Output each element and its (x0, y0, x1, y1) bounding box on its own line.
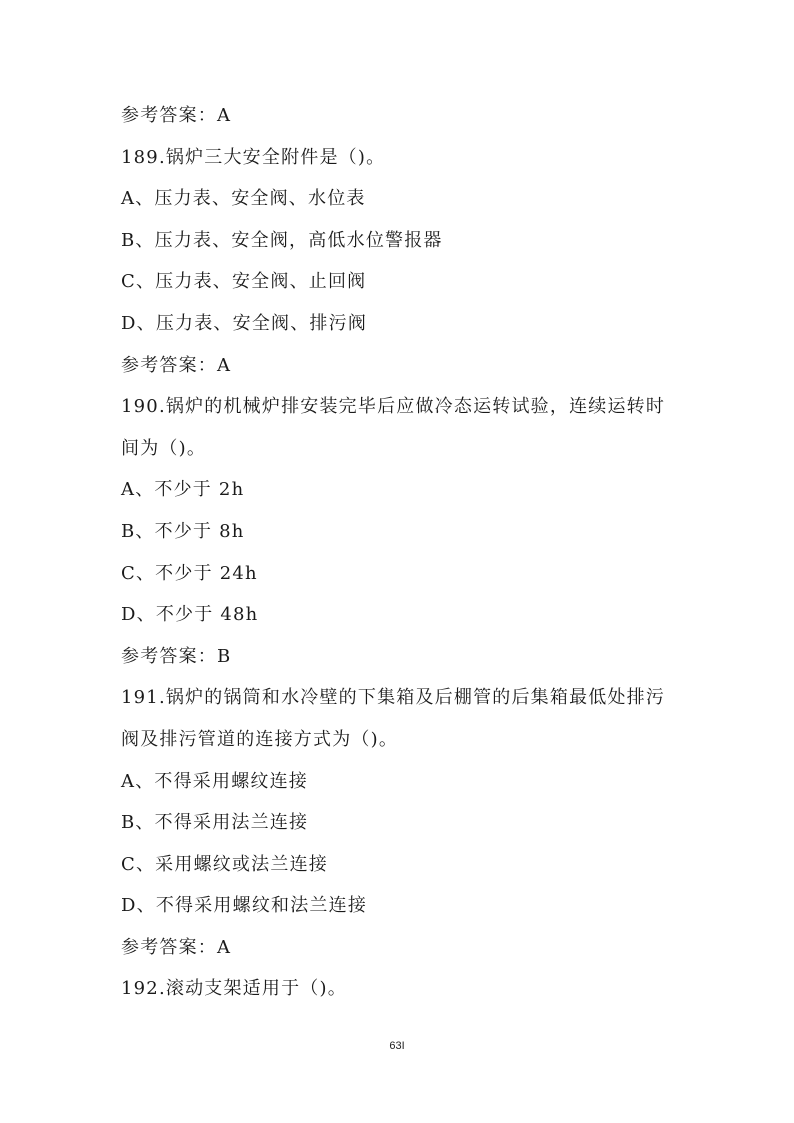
question-192: 192.滚动支架适用于（)。 (121, 978, 347, 1000)
option-191-b: B、不得采用法兰连接 (121, 812, 309, 834)
answer-190: 参考答案：B (121, 645, 232, 667)
question-list (121, 95, 681, 1010)
option-189-d: D、压力表、安全阀、排污阀 (121, 312, 368, 334)
page-number: 63I (389, 1040, 405, 1052)
option-191-d: D、不得采用螺纹和法兰连接 (121, 895, 368, 917)
answer-189: 参考答案：A (121, 354, 232, 376)
option-190-b: B、不少于 8h (121, 520, 245, 542)
option-189-c: C、压力表、安全阀、止回阀 (121, 271, 367, 293)
option-190-d: D、不少于 48h (121, 604, 259, 626)
question-189: 189.锅炉三大安全附件是（)。 (121, 146, 386, 168)
option-190-c: C、不少于 24h (121, 562, 258, 584)
question-191-line-2: 阀及排污管道的连接方式为（)。 (121, 728, 399, 750)
answer-191: 参考答案：A (121, 936, 232, 958)
answer-188: 参考答案：A (121, 105, 232, 126)
question-190-line-2: 间为（)。 (121, 437, 207, 459)
option-190-a: A、不少于 2h (121, 479, 245, 501)
option-191-c: C、采用螺纹或法兰连接 (121, 853, 328, 875)
question-191-line-1: 191.锅炉的锅筒和水冷壁的下集箱及后棚管的后集箱最低处排污 (121, 687, 666, 709)
option-191-a: A、不得采用螺纹连接 (121, 770, 308, 792)
option-189-a: A、压力表、安全阀、水位表 (121, 188, 366, 210)
question-190-line-1: 190.锅炉的机械炉排安装完毕后应做冷态运转试验，连续运转时 (121, 396, 666, 418)
option-189-b: B、压力表、安全阀，高低水位警报器 (121, 229, 443, 251)
